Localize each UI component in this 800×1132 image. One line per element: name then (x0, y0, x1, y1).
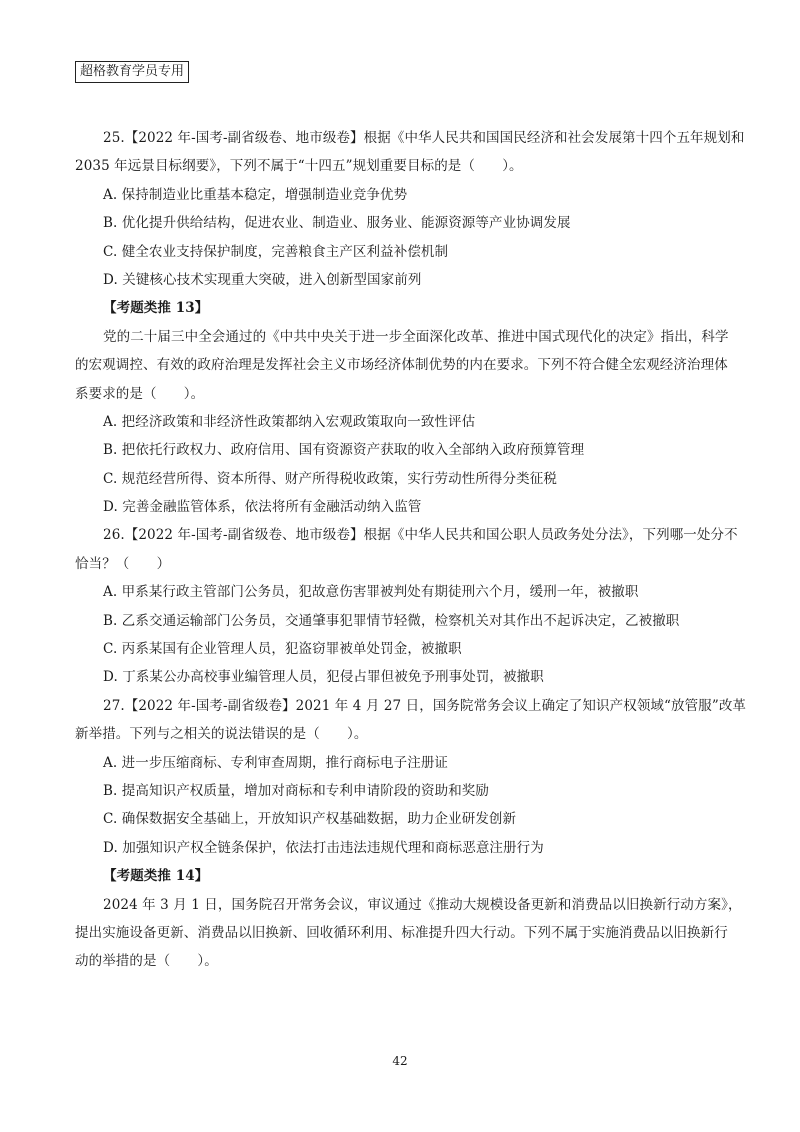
document-body (75, 124, 747, 976)
question-text-line: 动的举措的是（ ）。 (75, 953, 218, 970)
question-text-line: 系要求的是（ ）。 (75, 385, 205, 402)
answer-option: D. 丁系某公办高校事业编管理人员，犯侵占罪但被免予刑事处罚，被撤职 (103, 669, 544, 686)
answer-option: D. 完善金融监管体系，依法将所有金融活动纳入监管 (103, 499, 422, 516)
question-text-line: 提出实施设备更新、消费品以旧换新、回收循环利用、标准提升四大行动。下列不属于实施消费品以旧换新行 (75, 924, 728, 941)
answer-option: C. 确保数据安全基础上，开放知识产权基础数据，助力企业研发创新 (103, 811, 517, 828)
answer-option: A. 甲系某行政主管部门公务员，犯故意伤害罪被判处有期徒刑六个月，缓刑一年，被撤职 (103, 584, 639, 601)
question-text-line: 25.【2022 年-国考-副省级卷、地市级卷】根据《中华人民共和国国民经济和社会发展第十四个五年规划和 (103, 130, 745, 146)
answer-option: A. 把经济政策和非经济性政策都纳入宏观政策取向一致性评估 (103, 413, 476, 430)
question-text-line: 2035 年远景目标纲要》，下列不属于“十四五”规划重要目标的是（ ）。 (75, 158, 523, 175)
question-text-line: 26.【2022 年-国考-副省级卷、地市级卷】根据《中华人民共和国公职人员政务处分法》，下列哪一处分不 (103, 527, 738, 544)
section-heading: 【考题类推 14】 (103, 868, 209, 885)
answer-option: A. 保持制造业比重基本稳定，增强制造业竞争优势 (103, 186, 408, 203)
question-text-line: 新举措。下列与之相关的说法错误的是（ ）。 (75, 726, 368, 743)
answer-option: B. 优化提升供给结构，促进农业、制造业、服务业、能源资源等产业协调发展 (103, 215, 571, 232)
question-text-line: 2024 年 3 月 1 日，国务院召开常务会议，审议通过《推动大规模设备更新和消费品以旧换新行动方案》， (103, 896, 742, 913)
header-label: 超格教育学员专用 (80, 64, 185, 79)
answer-option: D. 关键核心技术实现重大突破，进入创新型国家前列 (103, 271, 422, 288)
answer-option: A. 进一步压缩商标、专利审查周期，推行商标电子注册证 (103, 754, 449, 771)
page-number: 42 (392, 1054, 408, 1068)
question-text-line: 党的二十届三中全会通过的《中共中央关于进一步全面深化改革、推进中国式现代化的决定》指出，科学 (103, 328, 729, 345)
answer-option: C. 丙系某国有企业管理人员，犯盗窃罪被单处罚金，被撤职 (103, 641, 462, 658)
question-text-line: 的宏观调控、有效的政府治理是发挥社会主义市场经济体制优势的内在要求。下列不符合健全宏观经济治理体 (75, 357, 728, 374)
header-label-box (75, 61, 189, 83)
answer-option: D. 加强知识产权全链条保护，依法打击违法违规代理和商标恶意注册行为 (103, 839, 544, 856)
question-text-line: 恰当？（ ） (75, 555, 171, 572)
answer-option: C. 规范经营所得、资本所得、财产所得税收政策，实行劳动性所得分类征税 (103, 470, 557, 487)
answer-option: B. 提高知识产权质量，增加对商标和专利申请阶段的资助和奖励 (103, 782, 490, 799)
section-heading: 【考题类推 13】 (103, 300, 209, 317)
answer-option: B. 把依托行政权力、政府信用、国有资源资产获取的收入全部纳入政府预算管理 (103, 442, 585, 459)
answer-option: C. 健全农业支持保护制度，完善粮食主产区利益补偿机制 (103, 243, 449, 260)
question-text-line: 27.【2022 年-国考-副省级卷】2021 年 4 月 27 日，国务院常务会议上确定了知识产权领域“放管服”改革 (103, 697, 747, 714)
answer-option: B. 乙系交通运输部门公务员，交通肇事犯罪情节轻微，检察机关对其作出不起诉决定，乙被撤职 (103, 612, 680, 629)
